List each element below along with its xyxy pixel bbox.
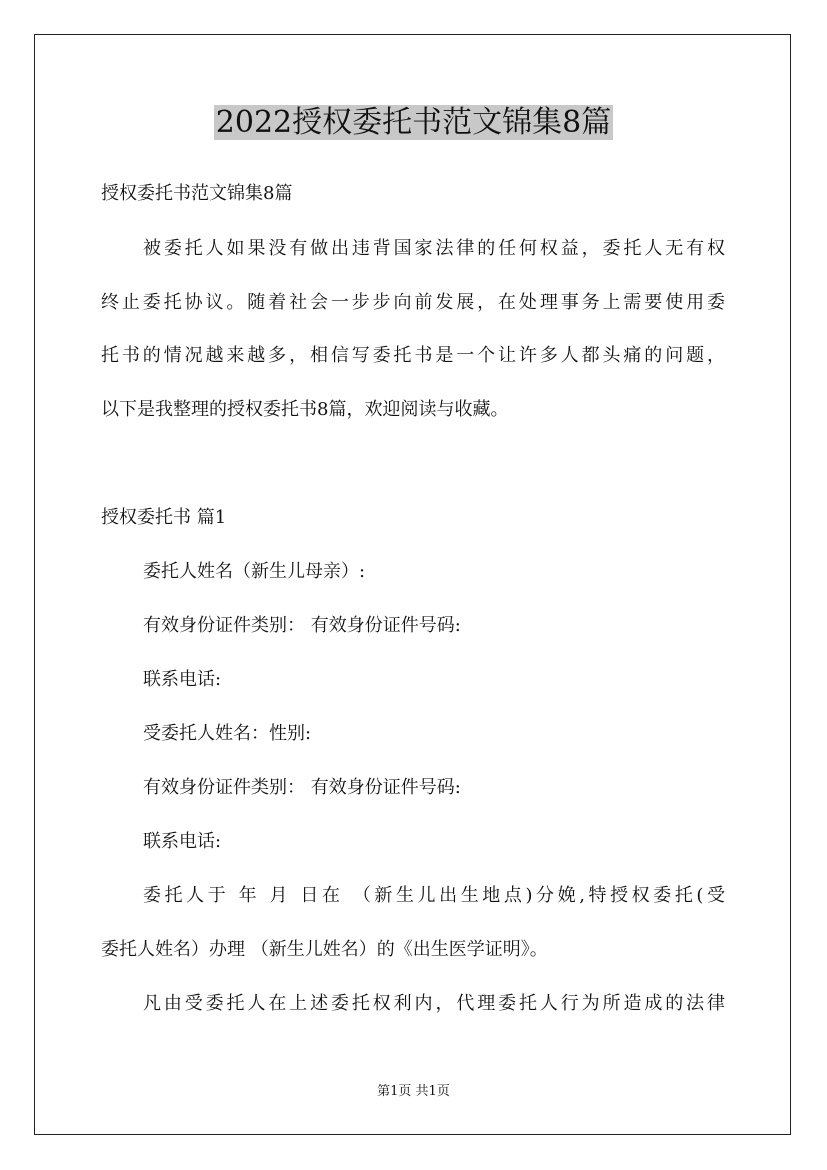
page-footer: 第1页 共1页 — [377, 1084, 450, 1099]
intro-line-3: 托书的情况越来越多，相信写委托书是一个让许多人都头痛的问题， — [101, 345, 725, 366]
agent-phone-field: 联系电话: — [143, 831, 222, 852]
intro-line-2: 终止委托协议。随着社会一步步向前发展，在处理事务上需要使用委 — [101, 292, 725, 313]
agent-id-field: 有效身份证件类别： 有效身份证件号码: — [143, 777, 461, 798]
liability-line: 凡由受委托人在上述委托权利内，代理委托人行为所造成的法律 — [143, 993, 725, 1014]
intro-line-1: 被委托人如果没有做出违背国家法律的任何权益，委托人无有权 — [143, 238, 725, 259]
document-subtitle: 授权委托书范文锦集8篇 — [101, 183, 293, 204]
authorization-line-1: 委托人于 年 月 日在 （新生儿出生地点)分娩,特授权委托(受 — [143, 885, 725, 906]
document-title: 2022授权委托书范文锦集8篇 — [215, 105, 612, 140]
principal-name-field: 委托人姓名（新生儿母亲）: — [143, 561, 366, 582]
intro-line-4: 以下是我整理的授权委托书8篇，欢迎阅读与收藏。 — [101, 399, 509, 420]
section-heading: 授权委托书 篇1 — [101, 507, 227, 528]
principal-phone-field: 联系电话: — [143, 669, 222, 690]
agent-name-field: 受委托人姓名：性别: — [143, 723, 312, 744]
authorization-line-2: 委托人姓名）办理 （新生儿姓名）的《出生医学证明》。 — [101, 939, 548, 960]
principal-id-field: 有效身份证件类别： 有效身份证件号码: — [143, 615, 461, 636]
